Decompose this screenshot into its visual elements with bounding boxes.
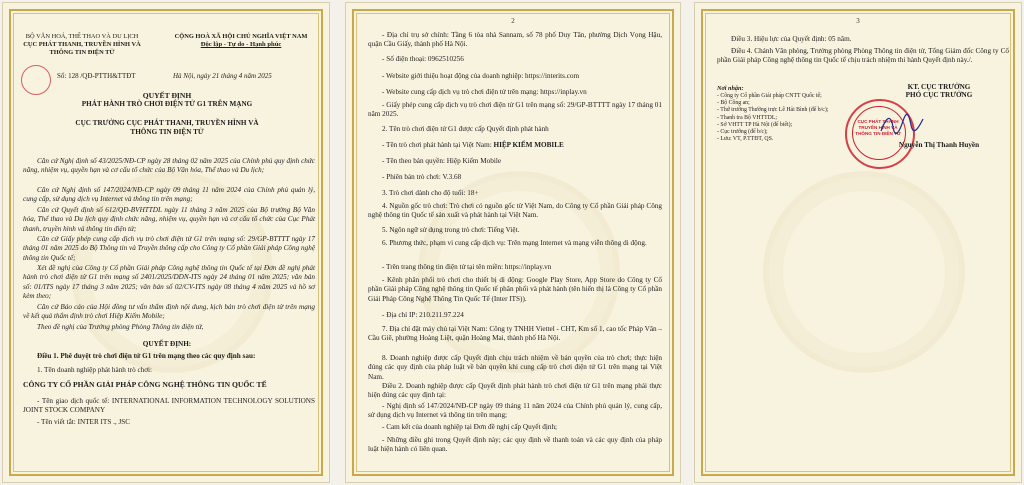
issuing-authority: CỤC TRƯỞNG CỤC PHÁT THANH, TRUYỀN HÌNH VÀ THÔNG TIN ĐIỆN TỬ <box>75 119 259 137</box>
company-phone: - Số điện thoại: 0962510256 <box>382 55 464 63</box>
section-2-heading: 2. Tên trò chơi điện tử G1 được cấp Quyết định phát hành <box>382 125 549 133</box>
game-title-line <box>382 141 662 150</box>
copyright-responsibility: 8. Doanh nghiệp được cấp Quyết định chịu trách nhiệm về bản quyền của trò chơi; thực hiện đúng các quy định của pháp luật về bản quyền khi cung cấp trò chơi điện tử G1 trên mạng tại Việt Nam. <box>368 354 662 381</box>
legal-basis-3: Căn cứ Quyết định số 612/QĐ-BVHTTDL ngày 11 tháng 3 năm 2025 của Bộ trưởng Bộ Văn hóa, Thể thao và Du lịch quy định chức năng, nhiệm vụ, quyền hạn và cơ cấu tổ chức của Cục Phát thanh, truyền hình và thông tin điện tử; <box>23 206 315 233</box>
document-type: QUYẾT ĐỊNH <box>142 91 192 100</box>
service-website: - Website cung cấp dịch vụ trò chơi điện tử trên mạng: https://inplay.vn <box>382 88 587 96</box>
web-domain: - Trên trang thông tin điện tử tại tên miền: https://inplay.vn <box>382 263 552 271</box>
document-number: Số: 128 /QĐ-PTTH&TTĐT <box>57 72 136 80</box>
signing-authority: KT. CỤC TRƯỞNG <box>907 83 971 91</box>
ministry-name: BỘ VĂN HOÁ, THỂ THAO VÀ DU LỊCH <box>25 33 139 40</box>
service-method: 6. Phương thức, phạm vi cung cấp dịch vụ: Trên mạng Internet và mạng viễn thông di động. <box>382 239 647 247</box>
age-rating: 3. Trò chơi dành cho độ tuổi: 18+ <box>382 189 479 197</box>
recipients-title: Nơi nhận: <box>717 85 744 92</box>
game-title: HIỆP KIẾM MOBILE <box>493 141 564 149</box>
game-title-label: - Tên trò chơi phát hành tại Việt Nam: <box>382 141 494 149</box>
game-version: - Phiên bản trò chơi: V.3.68 <box>382 173 462 181</box>
company-address: - Địa chỉ trụ sở chính: Tầng 6 tòa nhà Sannam, số 78 phố Duy Tân, phường Dịch Vọng Hậu, quận Cầu Giấy, thành phố Hà Nội. <box>368 31 662 49</box>
decide-heading: QUYẾT ĐỊNH: <box>142 340 192 348</box>
legal-basis-7: Theo đề nghị của Trưởng phòng Phòng Thông tin điện tử, <box>37 323 204 331</box>
legal-basis-6: Căn cứ Báo cáo của Hội đồng tư vấn thẩm định nội dung, kịch bản trò chơi điện tử trên mạng về kết quả thẩm định trò chơi Hiệp Kiếm Mobile; <box>23 303 315 321</box>
article-2-commitment: - Cam kết của doanh nghiệp tại Đơn đề nghị cấp Quyết định; <box>382 423 558 431</box>
signer-role: PHÓ CỤC TRƯỞNG <box>905 91 973 99</box>
license-info: - Giấy phép cung cấp dịch vụ trò chơi điện tử G1 trên mạng số: 29/GP-BTTTT ngày 17 tháng 01 năm 2025. <box>368 101 662 119</box>
company-name: CÔNG TY CỔ PHẦN GIẢI PHÁP CÔNG NGHỆ THÔNG TIN QUỐC TẾ <box>23 380 267 389</box>
server-location: 7. Địa chỉ đặt máy chủ tại Việt Nam: Công ty TNHH Viettel - CHT, Km số 1, cao tốc Pháp Vân – Cầu Giẽ, phường Hoàng Liệt, quận Hoàng Mai, thành phố Hà Nội. <box>368 325 662 343</box>
article-4: Điều 4. Chánh Văn phòng, Trưởng phòng Phòng Thông tin điện tử, Tổng Giám đốc Công ty Cổ phần Giải pháp Công nghệ thông tin Quốc tế chịu trách nhiệm thi hành Quyết định này./. <box>717 47 1009 65</box>
signature <box>879 111 925 137</box>
document-page-1 <box>2 2 330 483</box>
company-short-name: - Tên viết tắt: INTER ITS ., JSC <box>37 418 131 426</box>
ip-address: - Địa chỉ IP: 210.211.97.224 <box>382 311 464 319</box>
game-language: 5. Ngôn ngữ sử dụng trong trò chơi: Tiếng Việt. <box>382 226 520 234</box>
seal-text: CỤC PHÁT THANH TRUYỀN HÌNH VÀ THÔNG TIN ĐIỆN TỬ <box>855 119 901 136</box>
document-page-3 <box>694 2 1022 483</box>
document-page-2 <box>345 2 681 483</box>
mobile-distribution: - Kênh phân phối trò chơi cho thiết bị di động: Google Play Store, App Store do Công ty Cổ phần Giải pháp Công nghệ thông tin Quốc tế phân phối và phát hành (tên hiển thị là Công ty Cổ phần Giải Pháp Công Nghệ Thông Tin Quốc Tế (Inter ITS)). <box>368 276 662 303</box>
signer-name: Nguyễn Thị Thanh Huyền <box>898 141 980 149</box>
recipient-item: - Cục trưởng (để b/c); <box>717 129 768 136</box>
article-2-other: - Những điều ghi trong Quyết định này; các quy định về thanh toán và các quy định của pháp luật hiện hành có liên quan. <box>368 436 662 454</box>
recipient-item: - Thứ trưởng Thường trực Lê Hải Bình (để b/c); <box>717 107 829 114</box>
copyright-name: - Tên theo bản quyền: Hiệp Kiếm Mobile <box>382 157 502 165</box>
legal-basis-2: Căn cứ Nghị định số 147/2024/NĐ-CP ngày 09 tháng 11 năm 2024 của Chính phủ quản lý, cung cấp, sử dụng dịch vụ Internet và thông tin trên mạng; <box>23 186 315 204</box>
country-name: CỘNG HOÀ XÃ HỘI CHỦ NGHĨA VIỆT NAM <box>174 33 308 40</box>
recipient-item: - Bộ Công an; <box>717 100 750 107</box>
recipient-item: - Thanh tra Bộ VHTTDL; <box>717 114 777 121</box>
document-date: Hà Nội, ngày 21 tháng 4 năm 2025 <box>173 72 272 80</box>
document-title: PHÁT HÀNH TRÒ CHƠI ĐIỆN TỬ G1 TRÊN MẠNG <box>81 100 253 108</box>
company-intl-name: - Tên giao dịch quốc tế: INTERNATIONAL INFORMATION TECHNOLOGY SOLUTIONS JOINT STOCK COMPANY <box>23 397 315 415</box>
game-origin: 4. Nguồn gốc trò chơi: Trò chơi có nguồn gốc từ Việt Nam, do Công ty Cổ phần Giải pháp Công nghệ thông tin Quốc tế sản xuất và phát hành tại Việt Nam. <box>368 202 662 220</box>
watermark-emblem <box>763 171 965 373</box>
recipients-list <box>717 93 857 143</box>
page-number: 3 <box>856 17 860 25</box>
legal-basis-1: Căn cứ Nghị định số 43/2025/NĐ-CP ngày 28 tháng 02 năm 2025 của Chính phủ quy định chức năng, nhiệm vụ, quyền hạn và cơ cấu tổ chức của Bộ Văn hóa, Thể thao và Du lịch; <box>23 157 315 175</box>
legal-basis-4: Căn cứ Giấy phép cung cấp dịch vụ trò chơi điện tử G1 trên mạng số: 29/GP-BTTTT ngày 17 tháng 01 năm 2025 do Bộ Thông tin và Truyền thông cấp cho Công ty Cổ phần Giải pháp Công nghệ thông tin Quốc tế; <box>23 235 315 262</box>
item-1: 1. Tên doanh nghiệp phát hành trò chơi: <box>37 366 153 374</box>
recipient-item: - Sở VHTT TP Hà Nội (để biết); <box>717 121 793 128</box>
company-website: - Website giới thiệu hoạt động của doanh nghiệp: https://interits.com <box>382 72 580 80</box>
national-motto: Độc lập - Tự do - Hạnh phúc <box>200 41 282 48</box>
article-2: Điều 2. Doanh nghiệp được cấp Quyết định phát hành trò chơi điện tử G1 trên mạng phải thực hiện đúng các quy định tại: <box>368 382 662 400</box>
article-2-decree: - Nghị định số 147/2024/NĐ-CP ngày 09 tháng 11 năm 2024 của Chính phủ quản lý, cung cấp, sử dụng dịch vụ Internet và thông tin trên mạng; <box>368 402 662 420</box>
article-3: Điều 3. Hiệu lực của Quyết định: 05 năm. <box>731 35 852 43</box>
legal-basis-5: Xét đề nghị của Công ty Cổ phần Giải pháp Công nghệ thông tin Quốc tế tại Đơn đề nghị phát hành trò chơi điện tử G1 trên mạng số 2401/2025/DDN-ITS ngày 24 tháng 01 năm 2025; văn bản số: 01/ITS ngày 17 tháng 3 năm 2025; văn bản số 02/CV-ITS ngày 08 tháng 4 năm 2025 và hồ sơ kèm theo; <box>23 264 315 301</box>
page-number: 2 <box>511 17 515 25</box>
recipient-item: - Công ty Cổ phần Giải pháp CNTT Quốc tế; <box>717 93 822 99</box>
recipient-item: - Lưu: VT, P.TTĐT, QS. <box>717 136 774 143</box>
department-name: CỤC PHÁT THANH, TRUYỀN HÌNH VÀ THÔNG TIN ĐIỆN TỬ <box>23 41 141 56</box>
article-1: Điều 1. Phê duyệt trò chơi điện tử G1 trên mạng theo các quy định sau: <box>37 352 256 360</box>
page-border <box>701 9 1015 476</box>
page-border-inner <box>705 13 1011 472</box>
